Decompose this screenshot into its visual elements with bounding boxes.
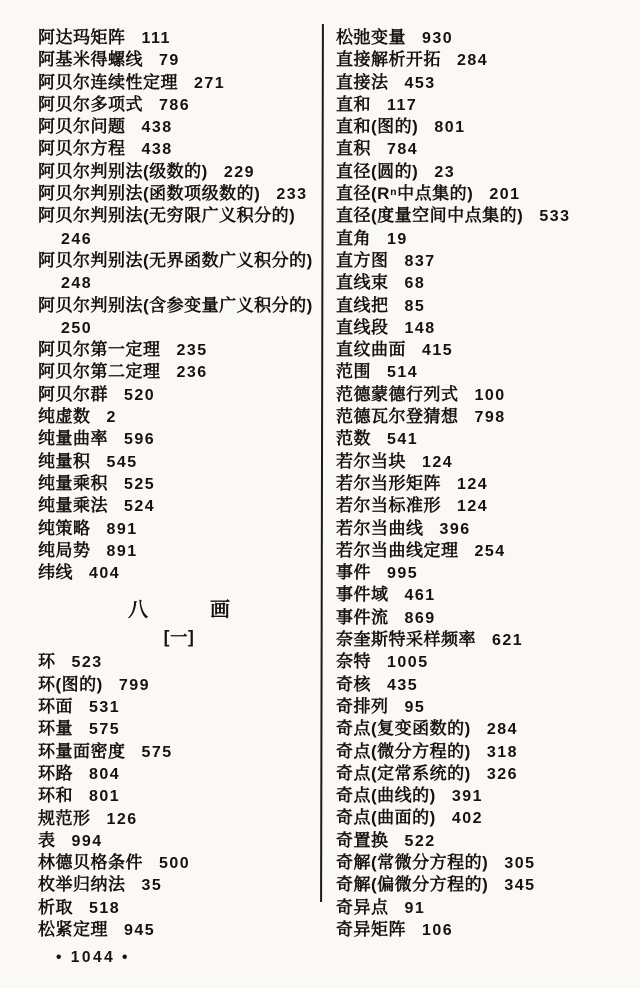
index-entry (336, 272, 632, 294)
entry-term: 纯量积 (38, 451, 91, 471)
entry-page-number: 545 (106, 453, 138, 471)
entry-term: 直线段 (336, 317, 389, 337)
index-entry (336, 116, 632, 138)
entry-page-number: 404 (89, 565, 121, 583)
entry-term: 直和 (336, 94, 371, 114)
index-entry (336, 674, 632, 696)
entry-page-number: 111 (141, 30, 171, 47)
entry-term: 纯量曲率 (38, 429, 108, 449)
entry-page-number: 284 (486, 721, 519, 739)
entry-term: 表 (38, 830, 56, 850)
index-entry (38, 830, 320, 852)
entry-page-number: 784 (387, 141, 419, 159)
entry-term: 直角 (336, 228, 371, 248)
entry-page-number: 500 (159, 855, 191, 873)
index-entry (38, 116, 320, 138)
entry-term: 析取 (38, 897, 73, 917)
index-entry (38, 250, 320, 272)
index-entry (38, 317, 320, 339)
index-entry (38, 625, 320, 650)
entry-page-number: 438 (141, 119, 173, 137)
index-entry (38, 518, 320, 540)
index-entry (38, 674, 320, 696)
entry-page-number: 254 (474, 542, 506, 560)
entry-term: 若尔当曲线 (336, 518, 424, 538)
entry-page-number: 522 (404, 832, 436, 850)
entry-page-number: 35 (141, 877, 163, 895)
entry-term: 奈特 (336, 652, 371, 672)
entry-term: 环量面密度 (38, 741, 126, 761)
entry-term: 奇点(曲线的) (336, 786, 436, 806)
entry-page-number: 345 (504, 877, 536, 895)
entry-term: 纯量乘积 (38, 473, 108, 493)
entry-page-number: 326 (486, 765, 519, 783)
entry-page-number: 85 (404, 297, 426, 315)
entry-page-number: 23 (434, 163, 456, 181)
index-entry (336, 540, 632, 562)
entry-term: 八画 (128, 599, 292, 622)
entry-page-number: 124 (422, 453, 454, 471)
entry-term: 规范形 (38, 808, 91, 828)
entry-term: 松弛变量 (336, 28, 406, 47)
index-entry (38, 339, 320, 361)
entry-page-number: 391 (451, 788, 484, 806)
index-entry (336, 852, 632, 874)
entry-term: 环 (38, 652, 56, 672)
entry-term: 阿基米得螺线 (38, 50, 143, 70)
index-entry (336, 696, 632, 718)
index-entry (38, 919, 320, 941)
entry-page-number: 396 (439, 520, 471, 538)
entry-page-number: 523 (71, 654, 103, 672)
entry-term: 奇点(曲面的) (336, 808, 436, 828)
entry-term: 阿达玛矩阵 (38, 28, 126, 47)
entry-page-number: 869 (404, 609, 436, 627)
index-entry (336, 651, 632, 673)
entry-term: 环(图的) (38, 674, 103, 694)
index-entry (336, 228, 632, 250)
entry-term: 直线束 (336, 273, 389, 293)
entry-page-number: 525 (124, 475, 156, 493)
entry-page-number: 621 (492, 632, 524, 650)
index-entry (336, 451, 632, 473)
index-entry (38, 361, 320, 383)
index-entry (38, 384, 320, 406)
entry-term: 阿贝尔多项式 (38, 94, 143, 114)
entry-page-number: 461 (404, 587, 436, 605)
entry-page-number: 533 (539, 208, 571, 226)
entry-term: 阿贝尔连续性定理 (38, 72, 178, 92)
index-entry (336, 518, 632, 540)
left-column (38, 27, 320, 941)
entry-term: 范德蒙德行列式 (336, 384, 459, 404)
entry-term: 奇异矩阵 (336, 919, 406, 939)
entry-page-number: 106 (422, 921, 454, 939)
index-entry (38, 228, 320, 250)
entry-term: 直方图 (336, 250, 389, 270)
index-entry (38, 49, 320, 71)
entry-term: 直径(圆的) (336, 161, 419, 181)
index-entry (38, 295, 320, 317)
entry-page-number: 250 (61, 319, 93, 337)
entry-page-number: 596 (124, 431, 156, 449)
index-entry (336, 339, 632, 361)
index-entry (336, 384, 632, 406)
entry-term: 纯策略 (38, 518, 91, 538)
entry-page-number: 117 (387, 96, 418, 114)
entry-term: 事件 (336, 563, 371, 583)
column-divider (320, 24, 323, 902)
entry-term: 阿贝尔判别法(无穷限广义积分的) (38, 206, 296, 226)
entry-page-number: 438 (141, 141, 173, 159)
index-entry (38, 72, 320, 94)
entry-page-number: 524 (124, 498, 156, 516)
entry-term: 阿贝尔第一定理 (38, 340, 161, 360)
entry-term: 环面 (38, 697, 73, 717)
entry-page-number: 453 (404, 74, 436, 92)
index-entry (38, 495, 320, 517)
entry-term: 环量 (38, 719, 73, 739)
entry-term: 奇置换 (336, 830, 389, 850)
entry-term: 纬线 (38, 563, 73, 583)
entry-term: 直和(图的) (336, 117, 419, 137)
index-entry (38, 651, 320, 673)
entry-term: 直接法 (336, 72, 389, 92)
entry-term: 若尔当块 (336, 451, 406, 471)
index-entry (38, 595, 320, 625)
index-entry (336, 741, 632, 763)
index-entry (336, 138, 632, 160)
index-entry (336, 317, 632, 339)
entry-page-number: 1005 (387, 654, 429, 672)
index-entry (38, 741, 320, 763)
index-entry (336, 763, 632, 785)
index-entry (38, 897, 320, 919)
entry-page-number: 786 (159, 96, 191, 114)
entry-page-number: 514 (387, 364, 419, 382)
entry-term: 松紧定理 (38, 919, 108, 939)
index-entry (336, 72, 632, 94)
entry-term: 奇解(偏微分方程的) (336, 875, 489, 895)
entry-page-number: 126 (106, 810, 138, 828)
entry-term: 阿贝尔第二定理 (38, 362, 161, 382)
entry-term: 奇排列 (336, 696, 389, 716)
entry-term: 纯局势 (38, 540, 91, 560)
entry-term: 阿贝尔问题 (38, 117, 126, 137)
index-entry (336, 183, 632, 205)
entry-term: 阿贝尔判别法(函数项级数的) (38, 184, 261, 204)
entry-term: 若尔当形矩阵 (336, 473, 441, 493)
index-entry (38, 27, 320, 49)
entry-term: 范围 (336, 362, 371, 382)
index-entry (336, 785, 632, 807)
entry-page-number: 305 (504, 854, 536, 872)
index-entry (336, 428, 632, 450)
entry-term: [一] (163, 627, 195, 648)
entry-page-number: 945 (124, 921, 156, 939)
entry-page-number: 801 (89, 788, 121, 806)
index-entry (336, 250, 632, 272)
entry-term: 林德贝格条件 (38, 853, 143, 873)
entry-page-number: 100 (474, 386, 506, 404)
entry-page-number: 575 (89, 721, 121, 739)
index-entry (38, 696, 320, 718)
entry-term: 直积 (336, 139, 371, 159)
entry-term: 直纹曲面 (336, 340, 406, 360)
entry-term: 阿贝尔判别法(级数的) (38, 161, 208, 181)
index-entry (336, 874, 632, 896)
entry-page-number: 124 (457, 475, 489, 493)
index-entry (336, 607, 632, 629)
index-entry (336, 295, 632, 317)
entry-page-number: 995 (387, 565, 419, 583)
entry-page-number: 91 (404, 899, 426, 917)
entry-page-number: 246 (61, 230, 93, 248)
entry-page-number: 79 (159, 52, 180, 70)
index-entry (336, 361, 632, 383)
index-entry (38, 540, 320, 562)
index-entry (38, 785, 320, 807)
entry-term: 阿贝尔群 (38, 384, 108, 404)
index-entry (38, 205, 320, 227)
index-entry (38, 94, 320, 116)
entry-term: 奇异点 (336, 897, 389, 917)
entry-term: 事件流 (336, 607, 389, 627)
entry-term: 范德瓦尔登猜想 (336, 407, 459, 427)
index-entry (38, 808, 320, 830)
entry-page-number: 271 (194, 74, 226, 92)
index-entry (38, 473, 320, 495)
index-entry (38, 718, 320, 740)
entry-page-number: 520 (124, 386, 156, 404)
entry-page-number: 284 (457, 52, 489, 70)
index-entry (336, 49, 632, 71)
entry-page-number: 229 (223, 163, 256, 181)
index-entry (336, 495, 632, 517)
entry-page-number: 124 (457, 498, 489, 516)
entry-page-number: 68 (404, 275, 426, 293)
entry-term: 环路 (38, 763, 73, 783)
entry-page-number: 799 (118, 676, 151, 694)
index-entry (336, 897, 632, 919)
entry-page-number: 575 (141, 743, 173, 761)
entry-term: 阿贝尔判别法(含参变量广义积分的) (38, 295, 313, 315)
entry-term: 直接解析开拓 (336, 50, 441, 70)
entry-term: 若尔当曲线定理 (336, 540, 459, 560)
entry-page-number: 518 (89, 899, 121, 917)
page-number: • 1044 • (56, 949, 130, 966)
entry-term: 奇核 (336, 674, 371, 694)
entry-term: 纯虚数 (38, 407, 91, 427)
index-entry (336, 94, 632, 116)
index-entry (38, 406, 320, 428)
right-column (336, 27, 632, 941)
entry-page-number: 318 (486, 743, 519, 761)
entry-term: 阿贝尔判别法(无界函数广义积分的) (38, 250, 313, 270)
entry-page-number: 804 (89, 765, 121, 783)
entry-page-number: 148 (404, 319, 436, 337)
index-entry (38, 161, 320, 183)
index-entry (336, 27, 632, 49)
index-entry (38, 763, 320, 785)
entry-page-number: 2 (106, 409, 117, 427)
index-entry (38, 183, 320, 205)
entry-term: 直径(Rⁿ中点集的) (336, 184, 474, 204)
entry-term: 范数 (336, 429, 371, 449)
index-entry (38, 562, 320, 584)
index-entry (38, 874, 320, 896)
entry-page-number: 248 (61, 275, 93, 293)
entry-page-number: 235 (176, 342, 208, 360)
entry-term: 奇点(微分方程的) (336, 741, 471, 761)
entry-term: 奇点(定常系统的) (336, 763, 471, 783)
index-entry (336, 629, 632, 651)
entry-page-number: 19 (387, 230, 408, 248)
entry-page-number: 233 (276, 186, 308, 204)
index-entry (336, 919, 632, 941)
entry-term: 奇点(复变函数的) (336, 719, 471, 739)
index-entry (336, 473, 632, 495)
index-entry (38, 272, 320, 294)
entry-term: 若尔当标准形 (336, 496, 441, 516)
index-entry (38, 451, 320, 473)
entry-page-number: 994 (71, 832, 103, 850)
entry-page-number: 891 (106, 520, 138, 538)
entry-page-number: 415 (422, 342, 454, 360)
entry-page-number: 402 (451, 810, 484, 828)
index-entry (336, 830, 632, 852)
entry-page-number: 201 (489, 186, 521, 204)
entry-term: 奇解(常微分方程的) (336, 852, 489, 872)
entry-page-number: 531 (89, 699, 121, 717)
index-entry (38, 428, 320, 450)
index-entry (336, 718, 632, 740)
entry-page-number: 837 (404, 252, 436, 270)
entry-term: 环和 (38, 786, 73, 806)
entry-page-number: 236 (176, 364, 208, 382)
entry-term: 奈奎斯特采样频率 (336, 630, 476, 650)
index-entry (336, 584, 632, 606)
entry-page-number: 95 (404, 698, 426, 716)
index-entry (336, 205, 632, 227)
index-entry (336, 406, 632, 428)
entry-page-number: 801 (434, 119, 466, 137)
entry-term: 阿贝尔方程 (38, 139, 126, 159)
entry-term: 纯量乘法 (38, 496, 108, 516)
index-entry (38, 138, 320, 160)
index-entry (38, 852, 320, 874)
index-entry (336, 161, 632, 183)
entry-page-number: 541 (387, 431, 419, 449)
entry-term: 事件域 (336, 585, 389, 605)
entry-page-number: 891 (106, 542, 138, 560)
entry-page-number: 930 (422, 30, 454, 47)
index-entry (336, 562, 632, 584)
index-entry (336, 807, 632, 829)
entry-term: 枚举归纳法 (38, 875, 126, 895)
entry-page-number: 798 (474, 409, 506, 427)
entry-page-number: 435 (387, 676, 419, 694)
entry-term: 直径(度量空间中点集的) (336, 206, 524, 226)
entry-term: 直线把 (336, 295, 389, 315)
